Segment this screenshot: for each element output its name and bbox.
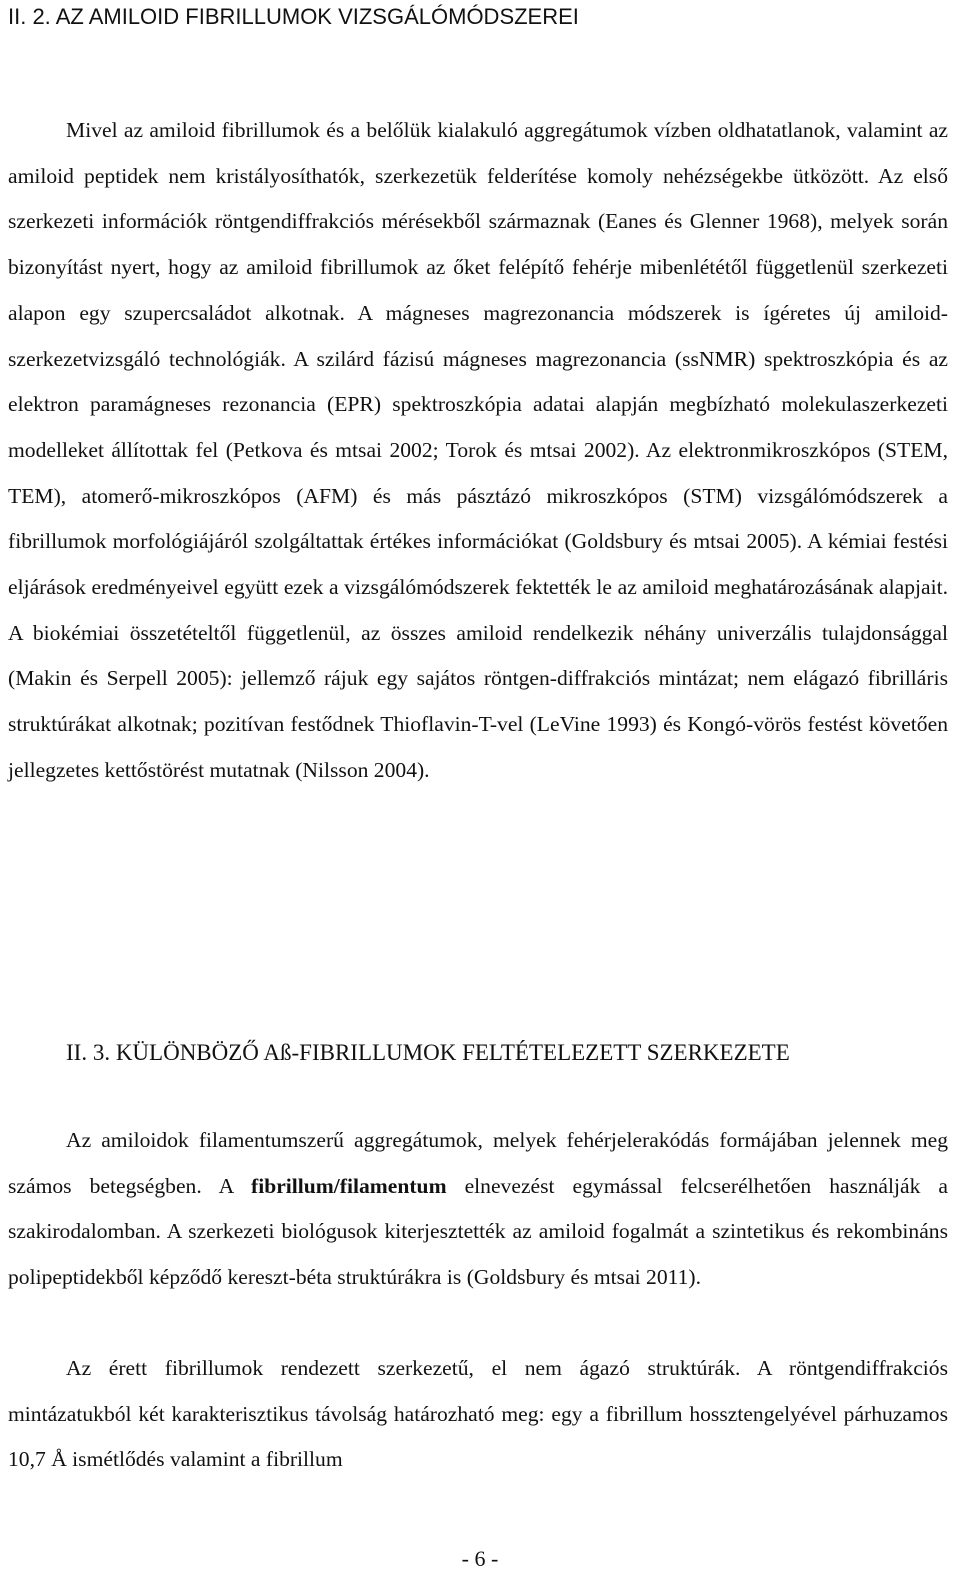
section-heading-methods: II. 2. AZ AMILOID FIBRILLUMOK VIZSGÁLÓMÓDSZEREI (8, 4, 579, 29)
methods-paragraph: Mivel az amiloid fibrillumok és a belőlük kialakuló aggregátumok vízben oldhatatlanok, valamint az amiloid peptidek nem kristályosíthatók, szerkezetük felderítése komoly nehézségekbe ütközött. Az első szerkezeti információk röntgendiffrakciós mérésekből származnak (Eanes és Glenner 1968), melyek során bizonyítást nyert, hogy az amiloid fibrillumok az őket felépítő fehérje mibenlététől függetlenül szerkezeti alapon egy szupercsaládot alkotnak. A mágneses magrezonancia módszerek is ígéretes új amiloid-szerkezetvizsgáló technológiák. A szilárd fázisú mágneses magrezonancia (ssNMR) spektroszkópia és az elektron paramágneses rezonancia (EPR) spektroszkópia adatai alapján megbízható molekulaszerkezeti modelleket állítottak fel (Petkova és mtsai 2002; Torok és mtsai 2002). Az elektronmikroszkópos (STEM, TEM), atomerő-mikroszkópos (AFM) és más pásztázó mikroszkópos (STM) vizsgálómódszerek a fibrillumok morfológiájáról szolgáltattak értékes információkat (Goldsbury és mtsai 2005). A kémiai festési eljárások eredményeivel együtt ezek a vizsgálómódszerek fektették le az amiloid meghatározásának alapjait. A biokémiai összetételtől függetlenül, az összes amiloid rendelkezik néhány univerzális tulajdonsággal (Makin és Serpell 2005): jellemző rájuk egy sajátos röntgen-diffrakciós mintázat; nem elágazó fibrilláris struktúrákat alkotnak; pozitívan festődnek Thioflavin-T-vel (LeVine 1993) és Kongó-vörös festést követően jellegzetes kettőstörést mutatnak (Nilsson 2004). (8, 118, 948, 782)
bold-term: fibrillum/filamentum (251, 1173, 447, 1198)
paragraph-text: Az amiloidok filamentumszerű aggregátumok, melyek fehérjelerakódás formájában jelennek meg számos betegségben. A (8, 1128, 948, 1198)
section-heading-structure: II. 3. KÜLÖNBÖZŐ Aß-FIBRILLUMOK FELTÉTELEZETT SZERKEZETE (66, 1040, 790, 1065)
structure-paragraph-2: Az érett fibrillumok rendezett szerkezetű, el nem ágazó struktúrák. A röntgendiffrakciós mintázatukból két karakterisztikus távolság határozható meg: egy a fibrillum hossztengelyével párhuzamos 10,7 Å ismétlődés valamint a fibrillum (8, 1356, 948, 1472)
structure-paragraph-1 (8, 1118, 948, 1301)
paragraph-text: elnevezést egymással felcserélhetően használják a szakirodalomban. A szerkezeti biológusok kiterjesztették az amiloid fogalmát a szintetikus és rekombináns polipeptidekből képződő kereszt-béta struktúrákra is (Goldsbury és mtsai 2011). (8, 1173, 948, 1290)
page-number: - 6 - (461, 1546, 499, 1571)
